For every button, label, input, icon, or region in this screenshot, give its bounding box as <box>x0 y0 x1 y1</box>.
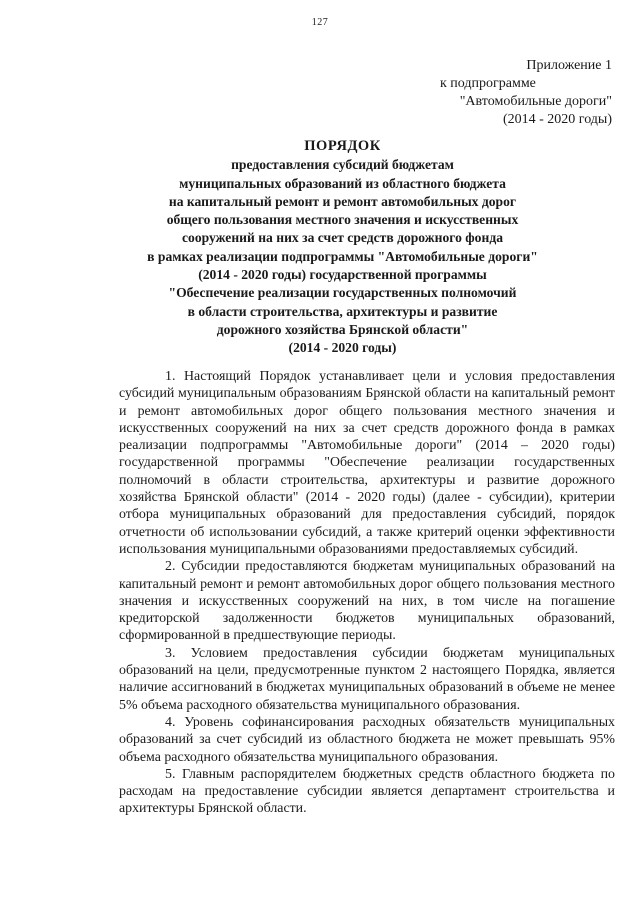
title-line: дорожного хозяйства Брянской области" <box>216 321 469 337</box>
document-body <box>119 368 615 818</box>
title-line: на капитальный ремонт и ремонт автомобильных дорог <box>168 193 517 209</box>
paragraph-5: 5. Главным распорядителем бюджетных средств областного бюджета по расходам на предоставление субсидии является департамент строительства и архитектуры Брянской области. <box>119 766 615 817</box>
appendix-line: Приложение 1 <box>526 58 612 73</box>
paragraph-4: 4. Уровень софинансирования расходных обязательств муниципальных образований за счет субсидий из областного бюджета не может превышать 95% объема расходного обязательства муниципального образования. <box>119 714 615 765</box>
appendix-line: (2014 - 2020 годы) <box>502 112 612 127</box>
title-line: в рамках реализации подпрограммы "Автомобильные дороги" <box>147 248 538 264</box>
title-line: предоставления субсидий бюджетам <box>231 157 454 173</box>
title-line: "Обеспечение реализации государственных полномочий <box>168 285 517 301</box>
title-line: (2014 - 2020 годы) <box>288 340 397 356</box>
appendix-line: к подпрограмме <box>440 76 536 91</box>
title-line: общего пользования местного значения и искусственных <box>166 212 519 228</box>
title-line: муниципальных образований из областного бюджета <box>179 175 506 191</box>
paragraph-2: 2. Субсидии предоставляются бюджетам муниципальных образований на капитальный ремонт и ремонт автомобильных дорог общего пользования местного значения и искусственных сооружений на них, в том числе на погашение кредиторской задолженности бюджетов муниципальных образований, сформированной в предшествующие периоды. <box>119 559 615 644</box>
document-title <box>90 137 595 358</box>
title-line: в области строительства, архитектуры и развитие <box>187 303 498 319</box>
title-line: (2014 - 2020 годы) государственной программы <box>198 267 487 283</box>
paragraph-3: 3. Условием предоставления субсидии бюджетам муниципальных образований на цели, предусмотренные пунктом 2 настоящего Порядка, является наличие ассигнований в бюджетах муниципальных образований в объеме не менее 5% объема расходного обязательства муниципального образования. <box>119 645 615 713</box>
appendix-note <box>372 57 612 129</box>
paragraph-1: 1. Настоящий Порядок устанавливает цели и условия предоставления субсидий муниципальным образованиям Брянской области на капитальный ремонт и ремонт автомобильных дорог общего пользования местного значения и искусственных сооружений на них за счет средств дорожного фонда в рамках реализации подпрограммы "Автомобильные дороги" (2014 – 2020 годы) государственной программы "Обеспечение реализации государственных полномочий в области строительства, архитектуры и развитие дорожного хозяйства Брянской области" (2014 - 2020 годы) (далее - субсидии), критерии отбора муниципальных образований для предоставления субсидий, порядок отчетности об использовании субсидий, а также критерий оценки эффективности использования муниципальными образованиями предоставляемых субсидий. <box>119 369 615 557</box>
title-line: сооружений на них за счет средств дорожного фонда <box>181 230 503 246</box>
title-heading: ПОРЯДОК <box>304 138 381 154</box>
appendix-line: "Автомобильные дороги" <box>459 94 612 109</box>
page-number: 127 <box>311 17 329 28</box>
